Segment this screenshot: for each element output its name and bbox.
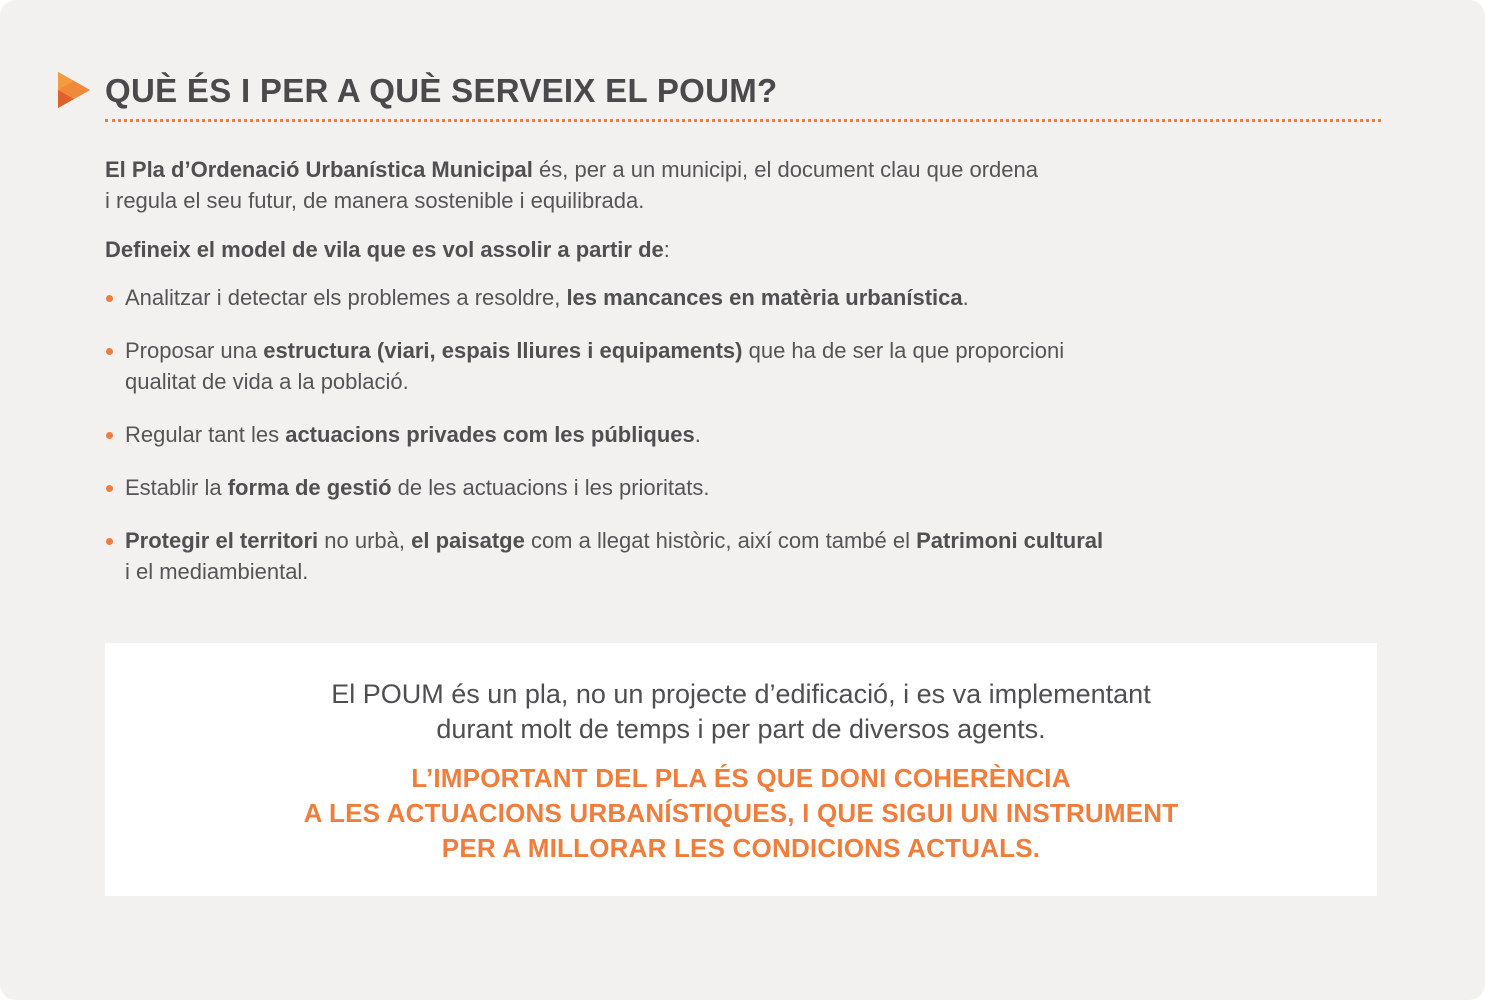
note-line: durant molt de temps i per part de diversos agents. (436, 714, 1046, 744)
bullet-dot-icon (106, 432, 113, 439)
heading-marker (56, 70, 92, 110)
bullet-dot-icon (106, 348, 113, 355)
list-item (105, 335, 1355, 397)
emphasis-line: A LES ACTUACIONS URBANÍSTIQUES, I QUE SIGUI UN INSTRUMENT (303, 798, 1179, 828)
list-item-text: Analitzar i detectar els problemes a resoldre, (125, 285, 567, 310)
list-item-text: Regular tant les (125, 422, 286, 447)
main-content (105, 154, 1355, 609)
list-item-text: . (694, 422, 701, 447)
list-item (105, 419, 1355, 450)
list-item-bold: les mancances en matèria urbanística (566, 285, 963, 310)
intro-text-line2: i regula el seu futur, de manera sostenible i equilibrada. (105, 188, 645, 213)
list-item-bold: forma de gestió (227, 475, 392, 500)
list-item-bold: Protegir el territori (125, 528, 319, 553)
intro-text: és, per a un municipi, el document clau que ordena (532, 157, 1038, 182)
list-item-bold: el paisatge (411, 528, 525, 553)
list-item-text-line2: i el mediambiental. (125, 559, 309, 584)
bullet-dot-icon (106, 295, 113, 302)
define-colon: : (663, 237, 670, 262)
bullet-list (105, 282, 1355, 587)
bullet-dot-icon (106, 538, 113, 545)
note-emphasis (241, 761, 1241, 866)
list-item-text: com a llegat històric, així com també el (524, 528, 917, 553)
list-item-bold: actuacions privades com les públiques (285, 422, 695, 447)
list-item-text: . (962, 285, 969, 310)
list-item (105, 525, 1355, 587)
note-line: El POUM és un pla, no un projecte d’edificació, i es va implementant (331, 679, 1151, 709)
list-item-text: que ha de ser la que proporcioni (742, 338, 1065, 363)
highlight-box (105, 643, 1377, 896)
page-title: QUÈ ÉS I PER A QUÈ SERVEIX EL POUM? (105, 72, 778, 109)
list-item-text-line2: qualitat de vida a la població. (125, 369, 409, 394)
list-item-text: Establir la (125, 475, 228, 500)
list-item (105, 282, 1355, 313)
list-item-text: de les actuacions i les prioritats. (391, 475, 710, 500)
list-item-bold: Patrimoni cultural (916, 528, 1104, 553)
emphasis-line: PER A MILLORAR LES CONDICIONS ACTUALS. (441, 833, 1041, 863)
list-item-bold: estructura (viari, espais lliures i equipaments) (263, 338, 743, 363)
note-text (271, 677, 1211, 747)
define-paragraph (105, 234, 1355, 265)
list-item-text: no urbà, (318, 528, 412, 553)
intro-paragraph (105, 154, 1355, 216)
list-item-text: Proposar una (125, 338, 264, 363)
play-arrow-icon (56, 70, 92, 110)
bullet-dot-icon (106, 485, 113, 492)
list-item (105, 472, 1355, 503)
emphasis-line: L’IMPORTANT DEL PLA ÉS QUE DONI COHERÈNCIA (411, 763, 1071, 793)
intro-bold: El Pla d’Ordenació Urbanística Municipal (105, 157, 533, 182)
dotted-divider (105, 119, 1381, 122)
define-bold: Defineix el model de vila que es vol assolir a partir de (105, 237, 664, 262)
